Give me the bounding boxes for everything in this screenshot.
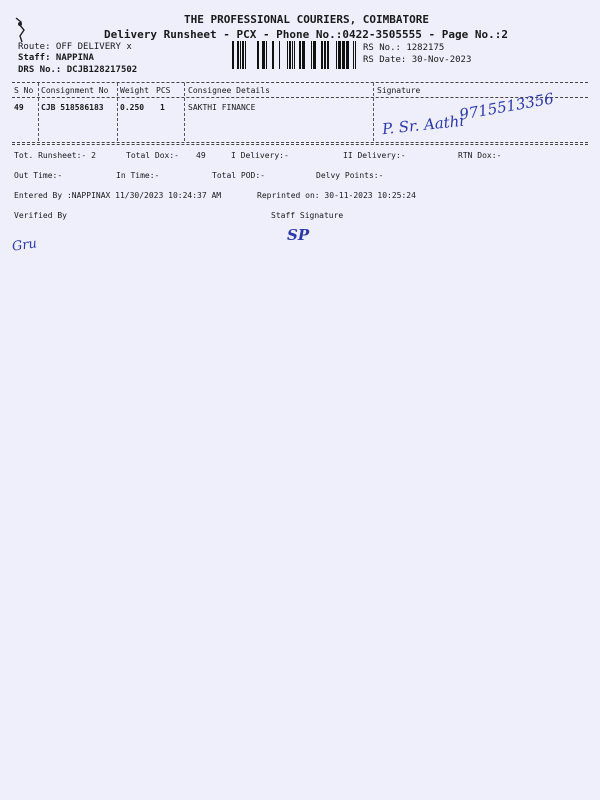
- row-consignee: SAKTHI FINANCE: [188, 103, 256, 112]
- entered-by: Entered By :NAPPINAX 11/30/2023 10:24:37 AM: [14, 191, 222, 200]
- row-pcs: 1: [160, 103, 165, 112]
- barcode-bar: [311, 41, 312, 69]
- barcode-bar: [324, 41, 326, 69]
- barcode-bar: [294, 41, 295, 69]
- courier-logo-icon: [14, 16, 26, 44]
- row-weight: 0.250: [120, 103, 145, 112]
- barcode-bar: [338, 41, 341, 69]
- col-header-sno: S No: [14, 86, 34, 95]
- rs-date: RS Date: 30-Nov-2023: [363, 55, 472, 65]
- out-time: Out Time:-: [14, 171, 63, 180]
- barcode-bar: [336, 41, 337, 69]
- col-header-consignment: Consignment No: [41, 86, 109, 95]
- table-bottom-rule-2: [12, 144, 588, 145]
- barcode: [232, 41, 356, 69]
- row-sno: 49: [14, 103, 24, 112]
- handwritten-signature: P. Sr. Aathi: [381, 111, 465, 139]
- col-header-signature: Signature: [377, 86, 421, 95]
- col-header-consignee: Consignee Details: [188, 86, 270, 95]
- total-dox-value: 49: [196, 151, 206, 160]
- col-divider: [373, 83, 374, 141]
- barcode-bar: [266, 41, 267, 69]
- company-title: THE PROFESSIONAL COURIERS, COIMBATORE: [184, 13, 430, 26]
- col-divider: [38, 83, 39, 141]
- verified-by-label: Verified By: [14, 211, 67, 220]
- barcode-bar: [355, 41, 356, 69]
- barcode-bar: [245, 41, 246, 69]
- staff-label: Staff: NAPPINA: [18, 53, 94, 63]
- barcode-bar: [279, 41, 280, 69]
- barcode-bar: [313, 41, 316, 69]
- runsheet-subtitle: Delivery Runsheet - PCX - Phone No.:0422-3505555 - Page No.:2: [104, 28, 508, 41]
- barcode-bar: [232, 41, 234, 69]
- col-divider: [184, 83, 185, 141]
- barcode-bar: [353, 41, 354, 69]
- total-dox-label: Total Dox:-: [126, 151, 179, 160]
- drs-number: DRS No.: DCJB128217502: [18, 65, 138, 75]
- barcode-bar: [292, 41, 293, 69]
- barcode-bar: [289, 41, 291, 69]
- barcode-bar: [257, 41, 259, 69]
- barcode-bar: [346, 41, 349, 69]
- table-top-rule: [12, 82, 588, 83]
- barcode-bar: [237, 41, 239, 69]
- ii-delivery: II Delivery:-: [343, 151, 406, 160]
- in-time: In Time:-: [116, 171, 160, 180]
- total-pod: Total POD:-: [212, 171, 265, 180]
- route-label: Route: OFF DELIVERY x: [18, 42, 132, 52]
- col-header-pcs: PCS: [156, 86, 171, 95]
- barcode-bar: [342, 41, 345, 69]
- row-consignment-no: CJB 518586183: [41, 103, 104, 112]
- rtn-dox: RTN Dox:-: [458, 151, 502, 160]
- delvy-points: Delvy Points:-: [316, 171, 384, 180]
- barcode-bar: [299, 41, 301, 69]
- table-bottom-rule: [12, 142, 588, 143]
- barcode-bar: [240, 41, 241, 69]
- barcode-bar: [302, 41, 305, 69]
- staff-initials: SP: [287, 226, 310, 244]
- reprinted-on: Reprinted on: 30-11-2023 10:25:24: [257, 191, 416, 200]
- verified-initials: Gru: [11, 236, 38, 255]
- col-header-weight: Weight: [120, 86, 149, 95]
- handwritten-phone: 9715513356: [458, 89, 556, 124]
- rs-number: RS No.: 1282175: [363, 43, 445, 53]
- tot-runsheet: Tot. Runsheet:- 2: [14, 151, 96, 160]
- barcode-bar: [327, 41, 329, 69]
- barcode-bar: [287, 41, 288, 69]
- staff-signature-label: Staff Signature: [271, 211, 344, 220]
- barcode-bar: [321, 41, 323, 69]
- barcode-bar: [272, 41, 274, 69]
- barcode-bar: [262, 41, 265, 69]
- i-delivery: I Delivery:-: [231, 151, 289, 160]
- barcode-bar: [242, 41, 244, 69]
- col-divider: [117, 83, 118, 141]
